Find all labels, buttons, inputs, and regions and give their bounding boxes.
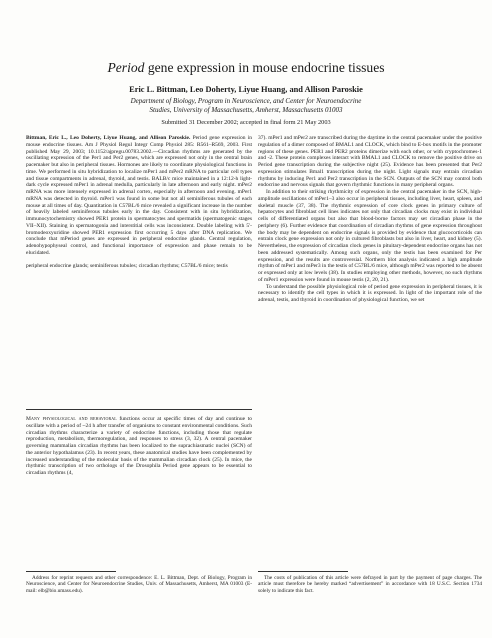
section-divider [26,409,252,410]
abstract-body: Period gene expression in mouse endocrine tissues. Am J Physiol Regul Integr Comp Physiol 285: R561–R569, 2003. First published May 29, 2003; 10.1152/ajpregu.00783.2002.—Circadian rhythms are generated by the oscillating expression of the Per1 and Per2 genes, which are expressed not only in the central brain pacemaker but also in peripheral tissues. Hormones are likely to coordinate physiological functions in time. We performed in situ hybridization to localize mPer1 and mPer2 mRNA to particular cell types and tissue compartments in adrenal, thyroid, and testis. BALB/c mice maintained in a 12:12-h light-dark cycle expressed mPer1 in adrenal medulla, particularly in late afternoon and early night. mPer2 mRNA was more intensely expressed in adrenal cortex, especially in afternoon and evening. mPer1 mRNA was detected in thyroid. mPer1 was found in some but not all seminiferous tubules of each mouse at all times of day. Quantitation in C57BL/6 mice revealed a significant increase in the number of heavily labeled seminiferous tubules early in the day. Consistent with in situ hybridization, immunocytochemistry showed PER1 protein in spermatocytes and spermatids (spermatogenic stages VII–XII). Staining in spermatogonia and interstitial cells was inconsistent. Double labeling with 5'-bromodeoxyuridine showed PER1 expression first occurring 5 days after DNA replication. We conclude that mPeriod genes are expressed in peripheral endocrine glands. Central regulation, adenohypophyseal control, and functional importance of expression and phase remain to be elucidated. [26,135,252,256]
footnote-rule-right [258,571,348,572]
right-paragraph-1: 37). mPer1 and mPer2 are transcribed during the daytime in the central pacemaker under the positive regulation of a dimer composed of BMAL1 and CLOCK, which bind to E-box motifs in the promoter regions of these genes. PER1 and PER2 proteins dimerize with each other, or with cryptochromes-1 and -2. These protein complexes interact with BMAL1 and CLOCK to remove the positive drive on Period gene transcription during the subjective night (25). Evidence has been presented that Per2 expression stimulates Bmal1 transcription during the night. Light signals may entrain circadian rhythms by inducing Per1 and Per2 transcription in the SCN. Outputs of the SCN may control both endocrine and nervous signals that govern rhythmic functions in many peripheral organs. [258,135,482,189]
affiliation-line-2: Studies, University of Massachusetts, Amherst, Massachusetts 01003 [149,106,343,114]
article-title [0,60,492,76]
correspondence-text: Address for reprint requests and other correspondence: E. L. Bittman, Dept. of Biology, Program in Neuroscience, and Center for Neuroendocrine Studies, Univ. of Massachusetts, Amherst, MA 01003 (E-mail: elb@bio.umass.edu). [26,575,252,594]
right-paragraph-3: To understand the possible physiological role of period gene expression in peripheral tissues, it is necessary to identify the cell types in which it is expressed. In light of the important role of the adrenal, testis, and thyroid in coordination of physiological function, we set [258,283,482,303]
title-gene-name: Period [107,60,145,75]
affiliation [0,97,492,115]
author-list: Eric L. Bittman, Leo Doherty, Liyue Huang, and Allison Paroskie [129,85,363,94]
submission-dates: Submitted 31 December 2002; accepted in final form 21 May 2003 [161,119,331,126]
footnote-correspondence [26,575,252,594]
right-column [258,135,482,304]
footnote-rule-left [26,571,116,572]
abstract-authors: Bittman, Eric L., Leo Doherty, Liyue Huang, and Allison Paroskie. [26,135,191,141]
intro-paragraph [26,416,252,477]
intro-lead-words: Many physiological and behavioral [26,416,117,422]
intro-body: functions occur at specific times of day and continue to oscillate with a period of ~24 h after transfer of organisms to constant environmental conditions. Such circadian rhythms characterize a variety of endocrine functions, including those that regulate reproduction, metabolism, thermoregulation, and responses to stress (3, 32). A central pacemaker governing mammalian circadian rhythms has been localized to the suprachiasmatic nuclei (SCN) of the anterior hypothalamus (23). In recent years, these anatomical studies have been complemented by increased understanding of the molecular basis of the mammalian circadian clock (25). In mice, the rhythmic transcription of two orthologs of the Drosophila Period gene appears to be essential to circadian rhythms (4, [26,416,252,476]
footnote-publication-costs [258,575,482,594]
publication-costs-text: The costs of publication of this article were defrayed in part by the payment of page charges. The article must therefore be hereby marked “advertisement” in accordance with 18 U.S.C. Section 1734 solely to indicate this fact. [258,575,482,594]
title-text: gene expression in mouse endocrine tissues [144,60,385,75]
abstract-text [26,135,252,257]
right-paragraph-2: In addition to their striking rhythmicity of expression in the central pacemaker in the SCN, high-amplitude oscillations of mPer1–3 also occur in peripheral tissues, including liver, heart, spleen, and skeletal muscle (37, 38). The rhythmic expression of core clock genes in primary culture of hepatocytes and fibroblast cell lines indicates not only that circadian clocks may exist in individual cells of differentiated organs but also that blood-borne factors may set circadian phase in the periphery (6). Further evidence that coordination of circadian rhythms of gene expression throughout the body may be dependent on endocrine signals is provided by evidence that glucocorticoids can entrain clock gene expression not only in cultured fibroblasts but also in liver, heart, and kidney (5). Nevertheless, the expression of circadian clock genes in pituitary-dependent endocrine organs has not been addressed systematically. Among such organs, only the testis has been examined for Per expression, and the results are controversial. Northern blot analysis indicated a high amplitude rhythm of mPer1 and mPer3 in the testis of C57BL/6 mice, although mPer2 was reported to be absent or expressed only at low levels (38). In studies employing other methods, however, no such rhythms of mPer1 expression were found in mouse testis (2, 20, 21). [258,189,482,283]
affiliation-line-1: Department of Biology, Program in Neuroscience, and Center for Neuroendocrine [130,97,362,105]
keywords: peripheral endocrine glands; seminiferous tubules; circadian rhythms; C57BL/6 mice; testis [26,262,228,269]
abstract [26,135,252,269]
introduction-left-column [26,416,252,477]
